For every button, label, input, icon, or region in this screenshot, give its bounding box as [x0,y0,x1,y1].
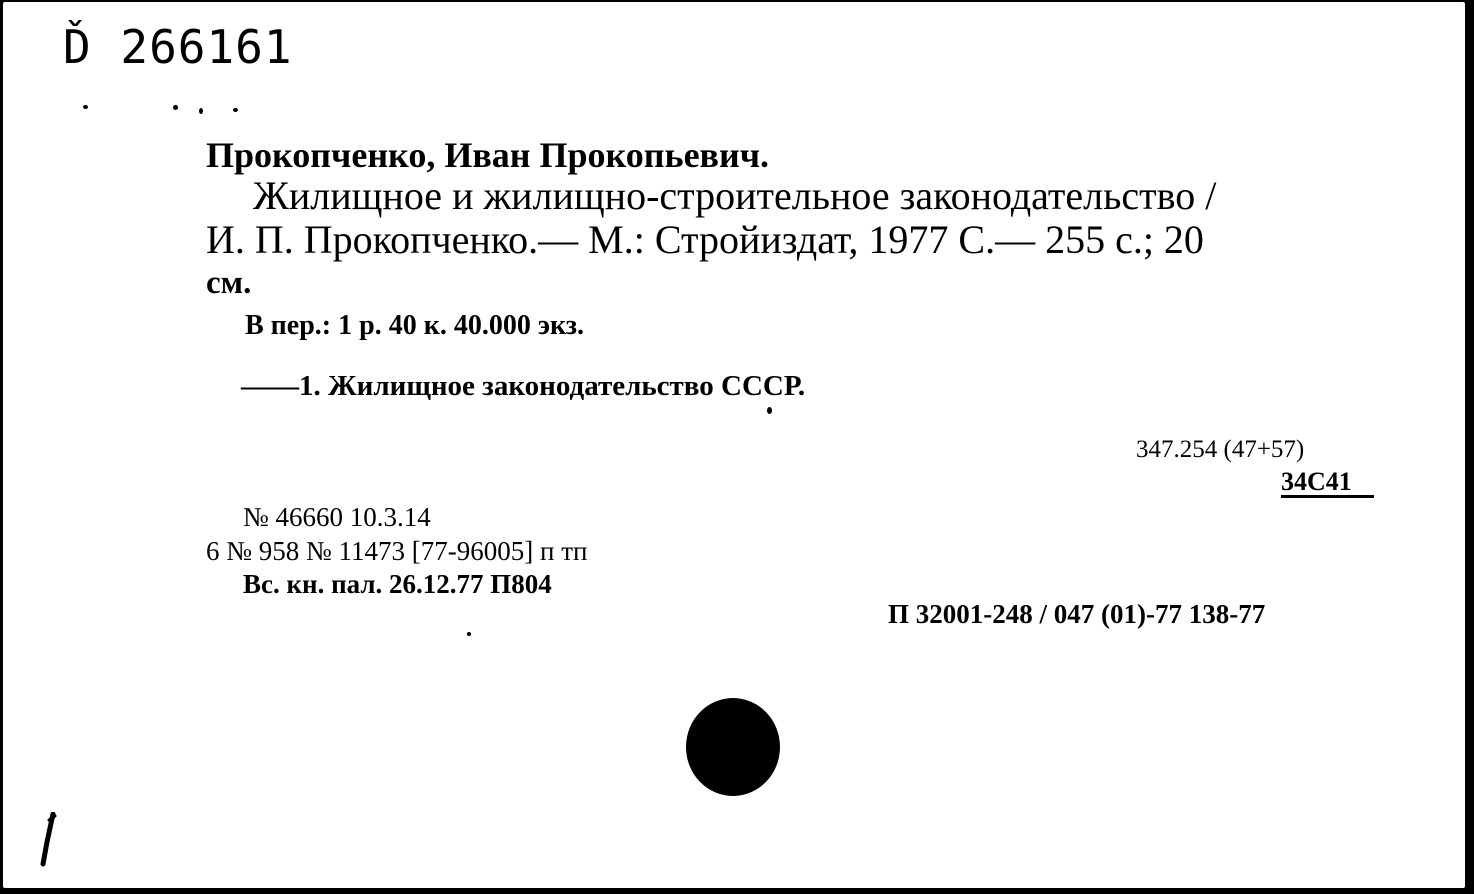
price-line: В пер.: 1 р. 40 к. 40.000 экз. [245,310,584,341]
ink-speck [233,108,238,112]
title-line-2: И. П. Прокопченко.— М.: Стройиздат, 1977 С.— 255 с.; 20 [206,217,1204,262]
card-number: № 46660 10.3.14 [243,502,431,532]
subject-heading: ——1. Жилищное законодательство СССР. [241,370,806,402]
ink-speck [173,105,178,110]
ink-speck [199,108,203,114]
title-line-1: Жилищное и жилищно-строительное законодательство / [253,173,1217,218]
udc-index: 347.254 (47+57) [1136,436,1305,463]
pencil-mark [37,812,61,868]
print-number: 6 № 958 № 11473 [77-96005] п тп [206,536,588,566]
cutter-number: 34С41 [1281,469,1374,498]
book-chamber-line: Вс. кн. пал. 26.12.77 П804 [243,569,552,599]
ink-speck [83,105,88,109]
author-heading: Прокопченко, Иван Прокопьевич. [206,135,770,175]
inventory-number: Ď 266161 [63,20,293,74]
catalog-card [3,2,1465,888]
ink-speck [467,632,471,636]
punch-hole [686,698,780,796]
title-line-3: см. [206,265,252,301]
ink-speck [767,407,772,414]
publisher-code: П 32001-248 / 047 (01)-77 138-77 [888,599,1266,629]
